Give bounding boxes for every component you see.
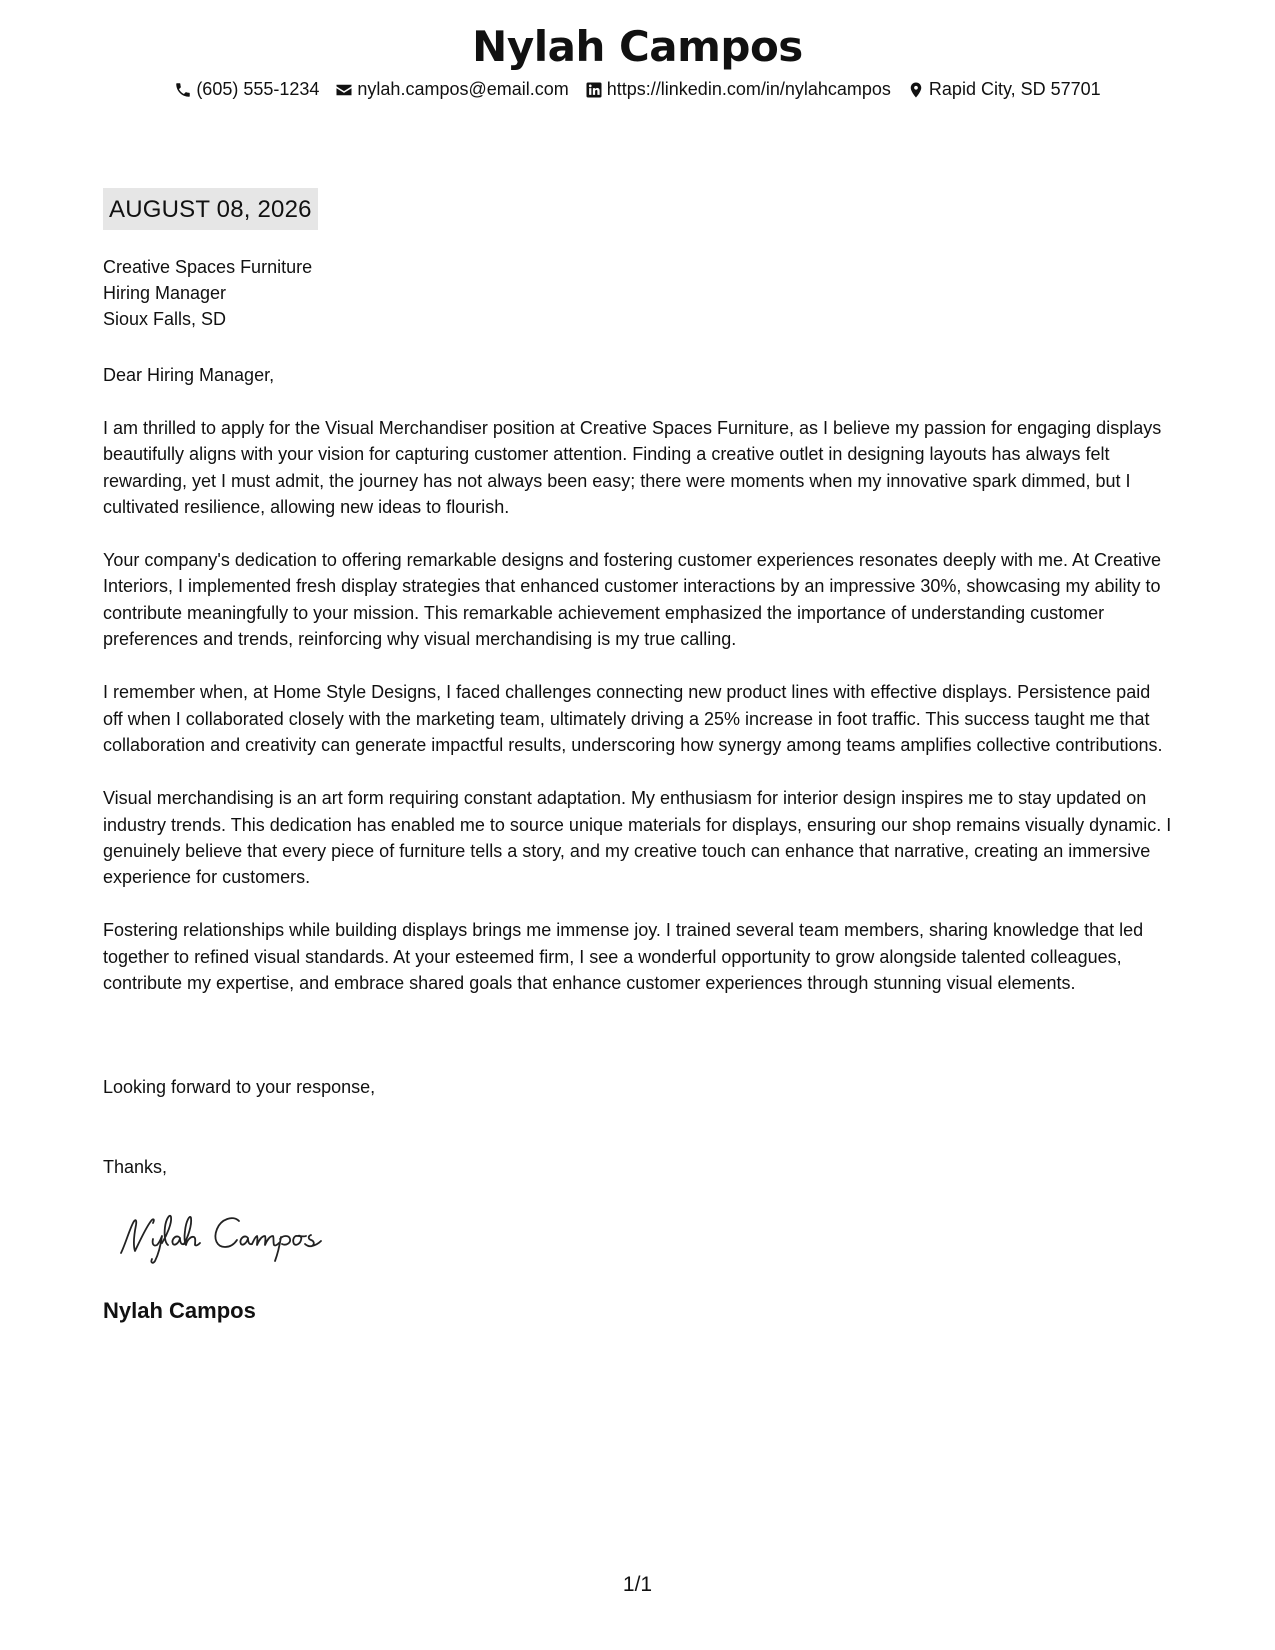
closing-line: Looking forward to your response, [103,1077,376,1097]
contact-email [335,79,568,100]
signature-image [115,1205,355,1265]
linkedin-icon [585,81,603,99]
recipient-title: Hiring Manager [103,283,227,303]
contact-location [907,79,1101,100]
body-paragraph: I remember when, at Home Style Designs, I faced challenges connecting new product lines with effective displays. Persistence paid off when I collaborated closely with the marketing team, ultimately driving a 25% increase in foot traffic. This success taught me that collaboration and creativity can generate impactful results, underscoring how synergy among teams amplifies collective contributions. [103,682,1163,755]
recipient-city: Sioux Falls, SD [103,309,227,329]
letter-date: AUGUST 08, 2026 [103,188,318,230]
map-pin-icon [907,81,925,99]
greeting: Dear Hiring Manager, [103,365,275,385]
location-text: Rapid City, SD 57701 [928,79,1101,99]
contact-phone [174,79,319,100]
body-paragraph: Your company's dedication to offering remarkable designs and fostering customer experiences resonates deeply with me. At Creative Interiors, I implemented fresh display strategies that enhanced customer interactions by an impressive 30%, showcasing my ability to contribute meaningfully to your mission. This remarkable achievement emphasized the importance of understanding customer preferences and trends, reinforcing why visual merchandising is my true calling. [103,550,1162,650]
body-paragraph: Visual merchandising is an art form requiring constant adaptation. My enthusiasm for interior design inspires me to stay updated on industry trends. This dedication has enabled me to source unique materials for displays, ensuring our shop remains visually dynamic. I genuinely believe that every piece of furniture tells a story, and my creative touch can enhance that narrative, creating an immersive experience for customers. [103,788,1172,888]
recipient-block [103,254,312,332]
linkedin-url: https://linkedin.com/in/nylahcampos [606,79,891,99]
phone-number: (605) 555-1234 [196,79,320,99]
email-address: nylah.campos@email.com [357,79,569,99]
body-paragraph: Fostering relationships while building displays brings me immense joy. I trained several team members, sharing knowledge that led together to refined visual standards. At your esteemed firm, I see a wonderful opportunity to grow alongside talented colleagues, contribute my expertise, and embrace shared goals that enhance customer experiences through stunning visual elements. [103,920,1144,994]
body-paragraph: I am thrilled to apply for the Visual Merchandiser position at Creative Spaces Furniture, as I believe my passion for engaging displays beautifully aligns with your vision for capturing customer attention. Finding a creative outlet in designing layouts has always felt rewarding, yet I must admit, the journey has not always been easy; there were moments when my innovative spark dimmed, but I cultivated resilience, allowing new ideas to flourish. [103,418,1162,517]
contact-info-row [0,79,1275,100]
contact-linkedin [585,79,891,100]
page-number: 1/1 [622,1573,653,1596]
signer-name: Nylah Campos [103,1298,256,1323]
phone-icon [174,81,192,99]
letter-body [103,415,1173,1023]
signoff: Thanks, [103,1157,168,1177]
handwritten-signature [115,1205,355,1265]
recipient-company: Creative Spaces Furniture [103,257,313,277]
envelope-icon [335,81,353,99]
applicant-name-header: Nylah Campos [472,22,803,71]
